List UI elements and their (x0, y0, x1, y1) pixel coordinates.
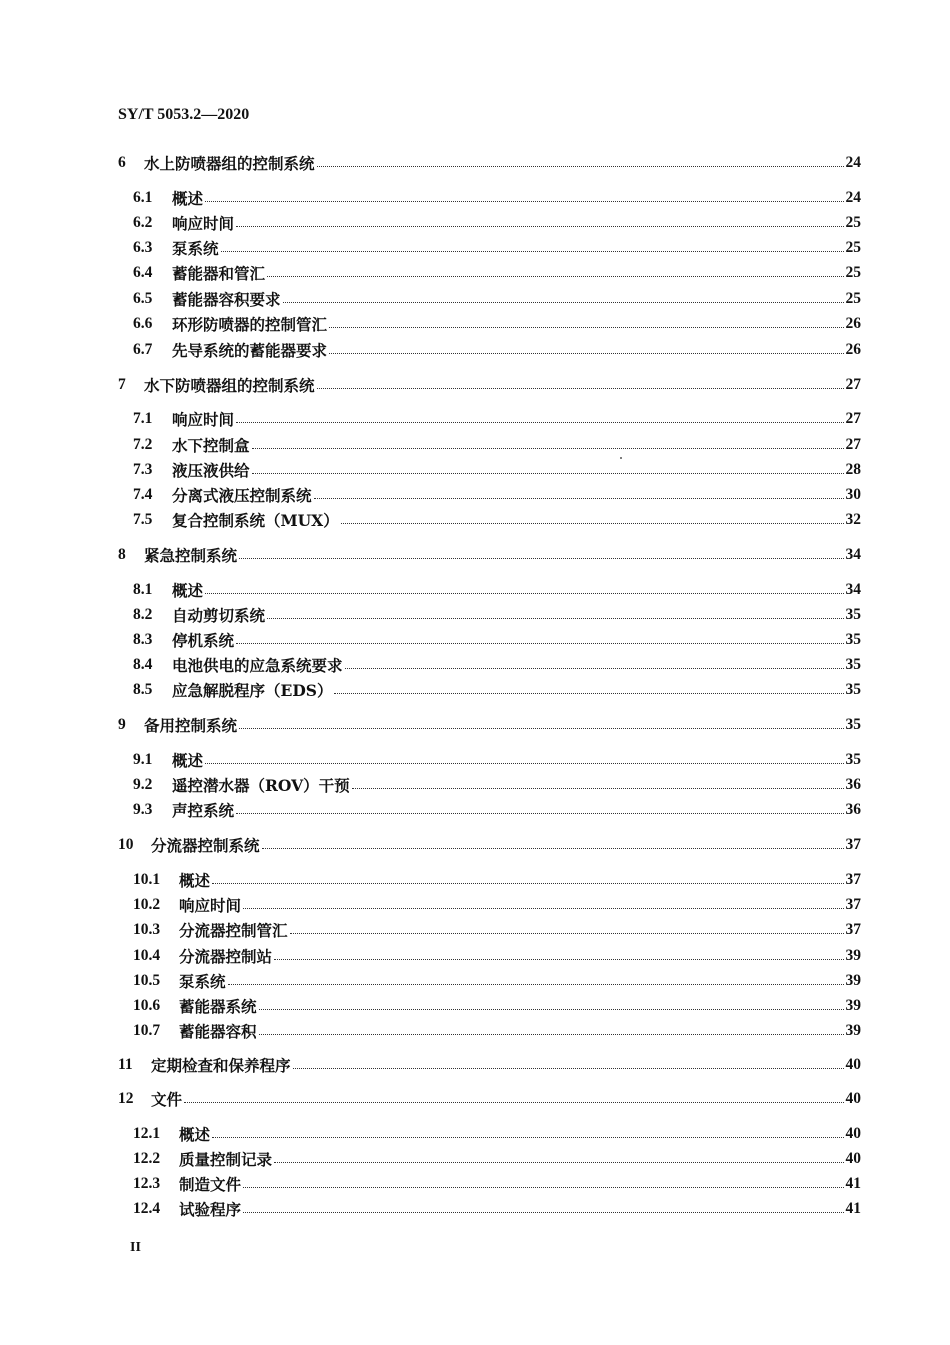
dot-leader (267, 618, 843, 619)
toc-title: 遥控潜水器（ROV）干预 (172, 776, 350, 795)
toc-number: 12.2 (133, 1150, 161, 1167)
toc-page-number: 37 (845, 871, 861, 888)
toc-page-number: 24 (845, 189, 861, 206)
toc-page-number: 39 (845, 947, 861, 964)
toc-number: 10.3 (133, 921, 161, 938)
toc-page-number: 41 (845, 1200, 861, 1217)
toc-page-number: 35 (845, 631, 861, 648)
toc-number: 12.1 (133, 1125, 161, 1142)
dot-leader (259, 1009, 844, 1010)
toc-section-row (133, 970, 861, 992)
toc-number: 9.3 (133, 801, 153, 818)
toc-page-number: 37 (845, 896, 861, 913)
toc-section-row (133, 869, 861, 891)
dot-leader (236, 226, 843, 227)
toc-title: 紧急控制系统 (144, 546, 238, 565)
dot-leader (341, 523, 844, 524)
dot-leader (184, 1102, 843, 1103)
toc-section-row (133, 288, 861, 310)
toc-title: 蓄能器和管汇 (172, 264, 266, 283)
toc-section-row (133, 894, 861, 916)
toc-number: 8.5 (133, 681, 153, 698)
dot-leader (239, 728, 843, 729)
toc-title: 先导系统的蓄能器要求 (172, 341, 328, 360)
toc-page-number: 36 (845, 776, 861, 793)
toc-section-row (133, 484, 861, 506)
toc-section-row (133, 187, 861, 209)
toc-page-number: 27 (845, 376, 861, 393)
toc-page-number: 35 (845, 716, 861, 733)
dot-leader (205, 763, 843, 764)
toc-number: 10.1 (133, 871, 161, 888)
dot-leader (352, 788, 844, 789)
toc-number: 6.4 (133, 264, 153, 281)
toc-title: 电池供电的应急系统要求 (172, 656, 343, 675)
dot-leader (212, 1137, 843, 1138)
dot-leader (283, 302, 844, 303)
toc-page-number: 35 (845, 606, 861, 623)
dot-leader (212, 883, 843, 884)
toc-number: 8.2 (133, 606, 153, 623)
toc-chapter-row (118, 544, 861, 566)
dot-leader (236, 422, 843, 423)
toc-page-number: 36 (845, 801, 861, 818)
toc-number: 11 (118, 1056, 133, 1073)
toc-section-row (133, 1198, 861, 1220)
toc-page-number: 27 (845, 410, 861, 427)
toc-title: 试验程序 (179, 1200, 242, 1219)
toc-number: 12 (118, 1090, 134, 1107)
toc-page-number: 34 (845, 581, 861, 598)
toc-number: 7 (118, 376, 126, 393)
dot-leader (236, 643, 843, 644)
toc-page-number: 39 (845, 997, 861, 1014)
toc-number: 7.2 (133, 436, 153, 453)
document-code: SY/T 5053.2—2020 (118, 106, 250, 123)
toc-section-row (133, 237, 861, 259)
dot-leader (317, 388, 844, 389)
toc-page-number: 39 (845, 1022, 861, 1039)
toc-number: 8.3 (133, 631, 153, 648)
toc-chapter-row (118, 374, 861, 396)
toc-number: 7.3 (133, 461, 153, 478)
dot-leader (317, 166, 844, 167)
toc-title: 停机系统 (172, 631, 235, 650)
dot-leader (267, 276, 843, 277)
dot-leader (236, 813, 843, 814)
toc-title: 质量控制记录 (179, 1150, 273, 1169)
toc-chapter-row (118, 1088, 861, 1110)
toc-page-number: 35 (845, 656, 861, 673)
dot-leader (290, 933, 844, 934)
toc-page-number: 37 (845, 836, 861, 853)
toc-title: 概述 (179, 1125, 211, 1144)
toc-page-number: 39 (845, 972, 861, 989)
dot-leader (262, 848, 844, 849)
toc-title: 蓄能器系统 (179, 997, 257, 1016)
toc-number: 10.4 (133, 947, 161, 964)
toc-number: 6.1 (133, 189, 153, 206)
toc-page-number: 37 (845, 921, 861, 938)
toc-page-number: 28 (845, 461, 861, 478)
dot-leader (314, 498, 844, 499)
toc-section-row (133, 434, 861, 456)
toc-title: 备用控制系统 (144, 716, 238, 735)
toc-number: 8.1 (133, 581, 153, 598)
toc-section-row (133, 654, 861, 676)
toc-number: 7.5 (133, 511, 153, 528)
toc-page-number: 27 (845, 436, 861, 453)
toc-page-number: 25 (845, 264, 861, 281)
toc-title: 蓄能器容积要求 (172, 290, 281, 309)
toc-number: 9.2 (133, 776, 153, 793)
toc-number: 8 (118, 546, 126, 563)
toc-section-row (133, 1123, 861, 1145)
toc-number: 10.2 (133, 896, 161, 913)
toc-page-number: 40 (845, 1090, 861, 1107)
dot-leader (329, 353, 843, 354)
toc-title: 分离式液压控制系统 (172, 486, 312, 505)
toc-number: 6.5 (133, 290, 153, 307)
toc-page-number: 40 (845, 1056, 861, 1073)
dot-leader (274, 959, 843, 960)
toc-page-number: 40 (845, 1125, 861, 1142)
dot-leader (243, 908, 843, 909)
toc-page-number: 40 (845, 1150, 861, 1167)
dot-leader (221, 251, 844, 252)
toc-section-row (133, 1148, 861, 1170)
toc-section-row (133, 629, 861, 651)
toc-page-number: 35 (845, 681, 861, 698)
toc-page-number: 26 (845, 341, 861, 358)
toc-section-row (133, 774, 861, 796)
dot-leader (239, 558, 843, 559)
toc-title: 水上防喷器组的控制系统 (144, 154, 315, 173)
toc-title: 响应时间 (172, 214, 235, 233)
toc-title: 定期检查和保养程序 (151, 1056, 291, 1075)
toc-title: 概述 (172, 581, 204, 600)
toc-number: 6.2 (133, 214, 153, 231)
toc-number: 6.7 (133, 341, 153, 358)
toc-title: 泵系统 (172, 239, 219, 258)
dot-leader (243, 1187, 843, 1188)
dot-leader (329, 327, 843, 328)
toc-number: 10 (118, 836, 134, 853)
toc-title: 概述 (179, 871, 211, 890)
toc-title: 泵系统 (179, 972, 226, 991)
toc-section-row (133, 509, 861, 531)
dot-leader (252, 448, 844, 449)
toc-number: 7.4 (133, 486, 153, 503)
toc-title: 响应时间 (179, 896, 242, 915)
toc-section-row (133, 604, 861, 626)
toc-number: 6 (118, 154, 126, 171)
toc-section-row (133, 212, 861, 234)
toc-section-row (133, 262, 861, 284)
toc-page-number: 30 (845, 486, 861, 503)
toc-page-number: 41 (845, 1175, 861, 1192)
toc-title: 分流器控制系统 (151, 836, 260, 855)
toc-title: 响应时间 (172, 410, 235, 429)
toc-section-row (133, 995, 861, 1017)
toc-page-number: 25 (845, 239, 861, 256)
toc-number: 12.4 (133, 1200, 161, 1217)
toc-section-row (133, 408, 861, 430)
toc-title: 复合控制系统（MUX） (172, 511, 339, 530)
toc-title: 概述 (172, 751, 204, 770)
toc-title: 液压液供给 (172, 461, 250, 480)
toc-title: 制造文件 (179, 1175, 242, 1194)
dot-leader (243, 1212, 843, 1213)
toc-chapter-row (118, 152, 861, 174)
toc-title: 水下防喷器组的控制系统 (144, 376, 315, 395)
toc-section-row (133, 749, 861, 771)
toc-number: 10.6 (133, 997, 161, 1014)
toc-chapter-row (118, 1054, 861, 1076)
dot-leader (259, 1034, 844, 1035)
toc-number: 6.3 (133, 239, 153, 256)
dot-leader (205, 201, 843, 202)
toc-section-row (133, 679, 861, 701)
dot-leader (205, 593, 843, 594)
toc-chapter-row (118, 834, 861, 856)
toc-section-row (133, 459, 861, 481)
toc-title: 自动剪切系统 (172, 606, 266, 625)
toc-title: 分流器控制管汇 (179, 921, 288, 940)
toc-section-row (133, 313, 861, 335)
toc-title: 声控系统 (172, 801, 235, 820)
toc-number: 9 (118, 716, 126, 733)
toc-page-number: 24 (845, 154, 861, 171)
page-number: II (130, 1240, 141, 1255)
toc-title: 水下控制盒 (172, 436, 250, 455)
toc-number: 10.5 (133, 972, 161, 989)
dot-leader (252, 473, 844, 474)
toc-section-row (133, 339, 861, 361)
toc-page-number: 26 (845, 315, 861, 332)
dot-leader (228, 984, 844, 985)
toc-section-row (133, 1020, 861, 1042)
toc-page-number: 34 (845, 546, 861, 563)
toc-number: 12.3 (133, 1175, 161, 1192)
toc-section-row (133, 919, 861, 941)
toc-title: 文件 (151, 1090, 183, 1109)
toc-page-number: 32 (845, 511, 861, 528)
toc-number: 9.1 (133, 751, 153, 768)
toc-number: 10.7 (133, 1022, 161, 1039)
dot-leader (293, 1068, 844, 1069)
toc-number: 7.1 (133, 410, 153, 427)
toc-title: 分流器控制站 (179, 947, 273, 966)
toc-page-number: 35 (845, 751, 861, 768)
toc-title: 概述 (172, 189, 204, 208)
toc-section-row (133, 945, 861, 967)
toc-title: 环形防喷器的控制管汇 (172, 315, 328, 334)
toc-title: 蓄能器容积 (179, 1022, 257, 1041)
toc-page-number: 25 (845, 290, 861, 307)
toc-number: 6.6 (133, 315, 153, 332)
toc-chapter-row (118, 714, 861, 736)
toc-page-number: 25 (845, 214, 861, 231)
toc-section-row (133, 1173, 861, 1195)
toc-section-row (133, 579, 861, 601)
toc-title: 应急解脱程序（EDS） (172, 681, 333, 700)
toc-section-row (133, 799, 861, 821)
dot-leader (274, 1162, 843, 1163)
toc-number: 8.4 (133, 656, 153, 673)
dot-leader (334, 693, 843, 694)
dot-leader (345, 668, 844, 669)
scan-speck (620, 457, 622, 459)
